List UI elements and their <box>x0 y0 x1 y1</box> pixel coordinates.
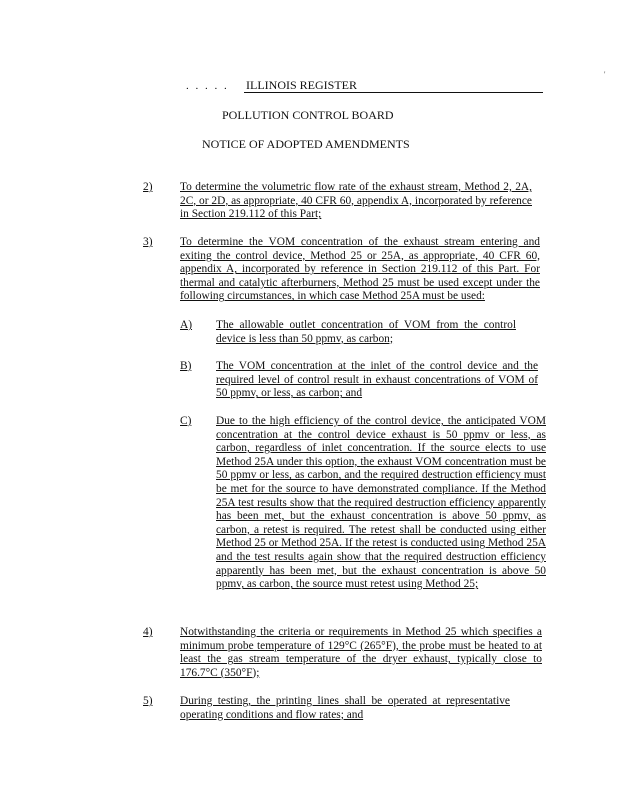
item-number: 4) <box>143 626 153 638</box>
item-number: 2) <box>143 181 153 193</box>
item-text: To determine the volumetric flow rate of the exhaust stream, Method 2, 2A, 2C, or 2D, as appropriate, 40 CFR 60, appendix A, incorporated by reference in Section 219.112 of this Part; <box>180 181 532 221</box>
item-number: B) <box>180 360 192 372</box>
item-text: The allowable outlet concentration of VOM from the control device is less than 50 ppmv, as carbon; <box>216 319 516 345</box>
item-text: During testing, the printing lines shall be operated at representative operating conditions and flow rates; and <box>180 695 510 721</box>
header-rule <box>244 92 543 93</box>
register-header <box>186 78 543 94</box>
item-text: Due to the high efficiency of the control device, the anticipated VOM concentration at the control device exhaust is 50 ppmv or less, as carbon, regardless of inlet concentration. If the source elects to use Method 25A under this option, the exhaust VOM concentration must be 50 ppmv or less, as carbon, and the required destruction efficiency must be met for the source to have demonstrated compliance. If the Method 25A test results show that the required destruction efficiency apparently has been met, but the exhaust concentration is above 50 ppmv, as carbon, a retest is required. The retest shall be conducted using either Method 25 or Method 25A. If the retest is conducted using Method 25A and the test results again show that the required destruction efficiency apparently has been met, but the exhaust concentration is above 50 ppmv, as carbon, the source must retest using Method 25; <box>216 415 546 591</box>
item-text: To determine the VOM concentration of the exhaust stream entering and exiting the control device, Method 25 or 25A, as appropriate, 40 CFR 60, appendix A, incorporated by reference in Section 219.112 of this Part. For thermal and catalytic afterburners, Method 25 must be used except under the following circumstances, in which case Method 25A must be used: <box>180 236 540 303</box>
item-text: The VOM concentration at the inlet of the control device and the required level of control result in exhaust concentrations of VOM of 50 ppmv, or less, as carbon; and <box>216 360 538 400</box>
item-number: C) <box>180 415 192 427</box>
register-prefix: . . . . . <box>186 80 229 92</box>
notice-title: NOTICE OF ADOPTED AMENDMENTS <box>202 137 410 151</box>
board-title: POLLUTION CONTROL BOARD <box>222 108 394 122</box>
item-number: A) <box>180 319 193 331</box>
item-text: Notwithstanding the criteria or requirements in Method 25 which specifies a minimum probe temperature of 129°C (265°F), the probe must be heated to at least the gas stream temperature of the dryer exhaust, typically close to 176.7°C (350°F); <box>180 626 542 679</box>
register-title: ILLINOIS REGISTER <box>246 78 357 92</box>
margin-mark: ' <box>604 70 606 79</box>
item-number: 3) <box>143 236 153 248</box>
item-number: 5) <box>143 695 153 707</box>
